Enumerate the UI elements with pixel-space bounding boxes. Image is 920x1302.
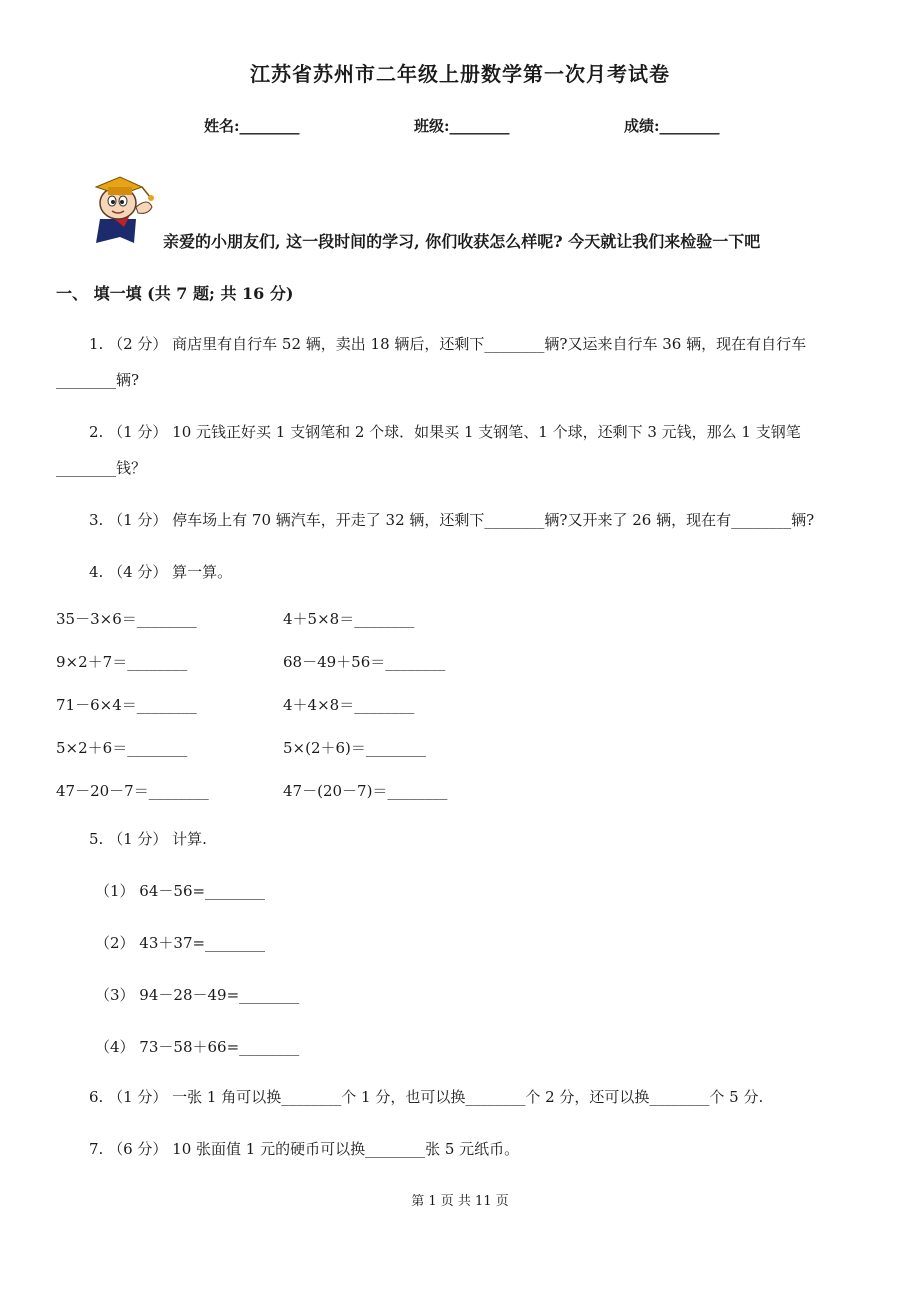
- question-3: 3. （1 分） 停车场上有 70 辆汽车，开走了 32 辆，还剩下________辆?又开来了 26 辆，现在有________辆?: [89, 511, 815, 529]
- question-4: 4. （4 分） 算一算。: [89, 563, 233, 581]
- greeting-text: 亲爱的小朋友们, 这一段时间的学习, 你们收获怎么样呢? 今天就让我们来检验一下吧: [163, 232, 761, 251]
- calc-item: 4＋4×8＝________: [283, 696, 415, 714]
- question-1-cont: ________辆?: [56, 371, 140, 389]
- calc-item: （2） 43＋37=________: [95, 934, 266, 952]
- calc-item: 71－6×4＝________: [56, 696, 197, 714]
- calc-item: 47－(20－7)＝________: [283, 782, 448, 800]
- calc-item: 47－20－7＝________: [56, 782, 209, 800]
- question-6: 6. （1 分） 一张 1 角可以换________个 1 分，也可以换________个 2 分，还可以换________个 5 分.: [89, 1088, 764, 1106]
- name-field: 姓名:________: [204, 117, 300, 135]
- question-1: 1. （2 分） 商店里有自行车 52 辆，卖出 18 辆后，还剩下________辆?又运来自行车 36 辆，现在有自行车: [89, 335, 807, 353]
- calc-item: 35－3×6＝________: [56, 610, 197, 628]
- question-2-cont: ________钱？: [56, 459, 147, 477]
- section-heading: 一、 填一填 (共 7 题; 共 16 分): [56, 284, 294, 303]
- calc-item: 4＋5×8＝________: [283, 610, 415, 628]
- question-2: 2. （1 分） 10 元钱正好买 1 支钢笔和 2 个球．如果买 1 支钢笔、1 个球，还剩下 3 元钱，那么 1 支钢笔: [89, 423, 801, 441]
- calc-item: （4） 73－58＋66=________: [95, 1038, 300, 1056]
- calc-item: 9×2＋7＝________: [56, 653, 188, 671]
- calc-item: 5×(2＋6)＝________: [283, 739, 426, 757]
- calc-item: （1） 64－56=________: [95, 882, 266, 900]
- page-title: 江苏省苏州市二年级上册数学第一次月考试卷: [250, 62, 670, 86]
- calc-item: （3） 94－28－49=________: [95, 986, 300, 1004]
- page-footer: 第 1 页 共 11 页: [411, 1194, 509, 1209]
- score-field: 成绩:________: [624, 117, 720, 135]
- question-5: 5. （1 分） 计算.: [89, 830, 207, 848]
- calc-item: 68－49＋56＝________: [283, 653, 446, 671]
- student-mascot-icon: [90, 167, 162, 245]
- question-7: 7. （6 分） 10 张面值 1 元的硬币可以换________张 5 元纸币。: [89, 1140, 520, 1158]
- class-field: 班级:________: [414, 117, 510, 135]
- calc-item: 5×2＋6＝________: [56, 739, 188, 757]
